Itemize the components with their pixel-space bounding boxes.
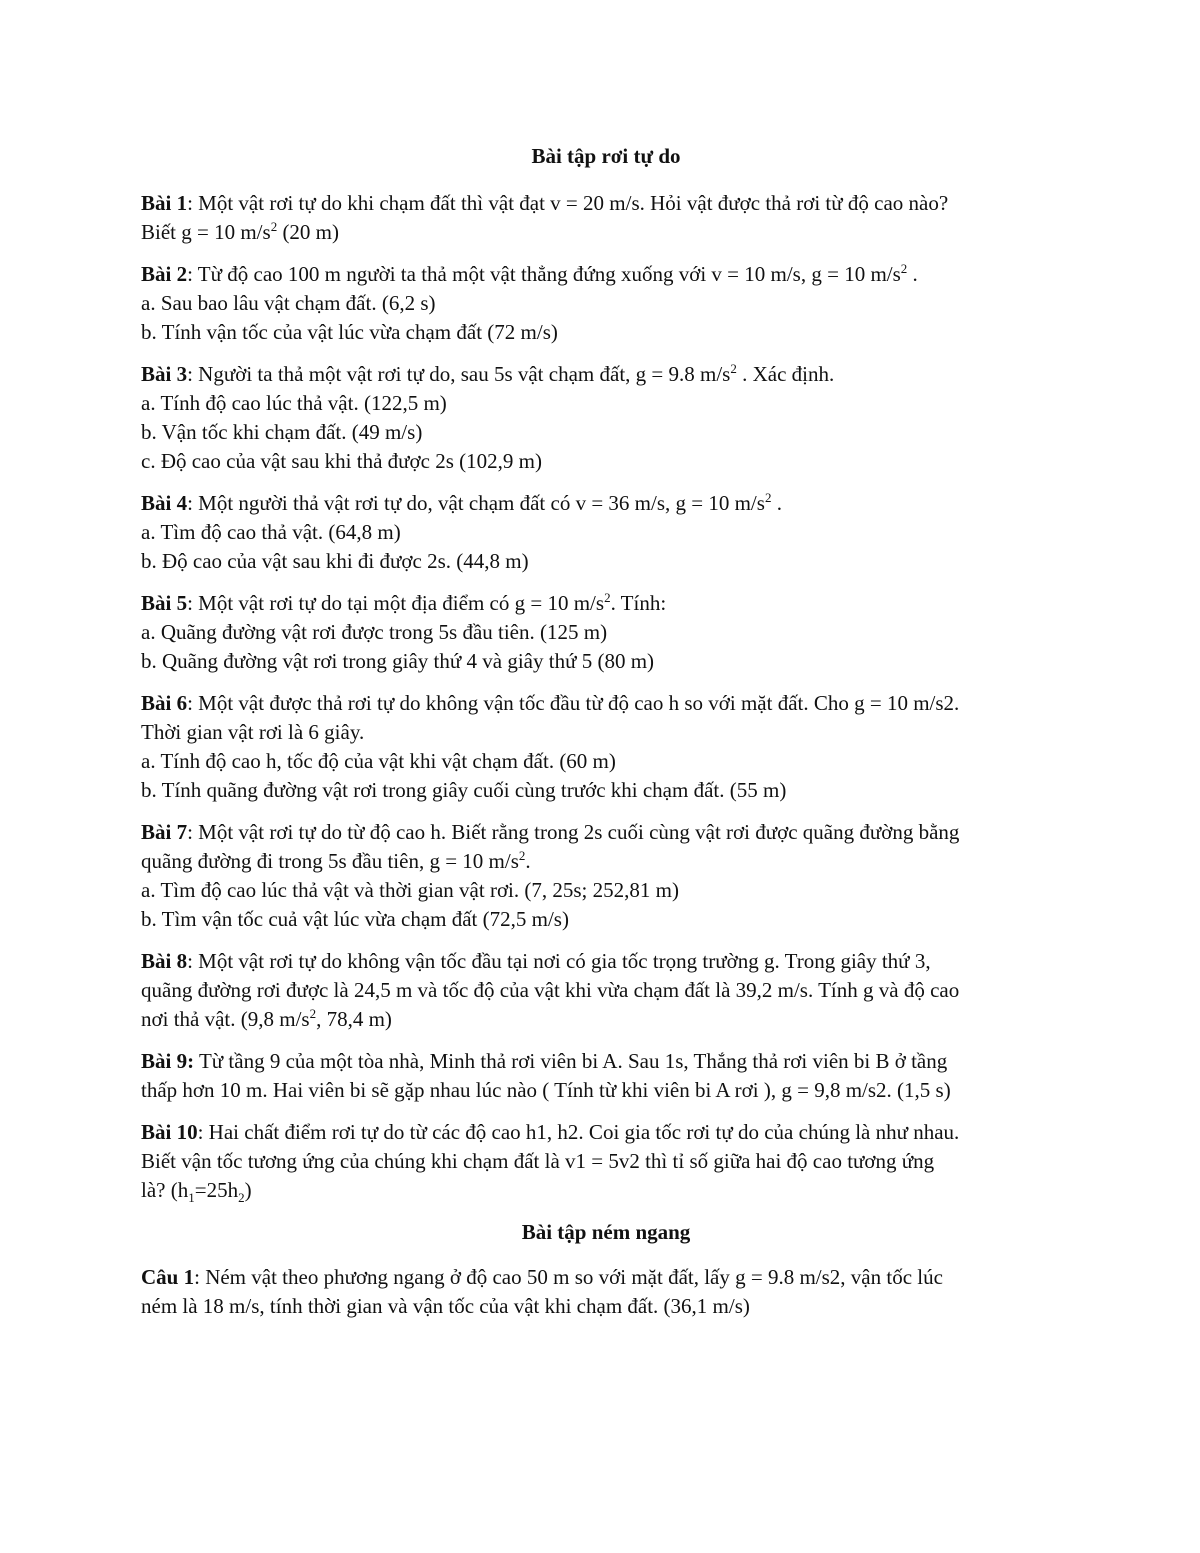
problem-line bbox=[141, 589, 1071, 618]
text-run: ) bbox=[244, 1178, 252, 1202]
problem-block bbox=[141, 589, 1071, 676]
problem-block bbox=[141, 1263, 1071, 1321]
subscript: 1 bbox=[188, 1190, 195, 1206]
problem-line bbox=[141, 260, 1071, 289]
problem-line bbox=[141, 1118, 1071, 1147]
text-run: Biết g = 10 m/s bbox=[141, 220, 271, 244]
text-run: b. Quãng đường vật rơi trong giây thứ 4 và giây thứ 5 (80 m) bbox=[141, 649, 655, 673]
horizontal-throw-problems bbox=[141, 1263, 1071, 1321]
text-run: Thời gian vật rơi là 6 giây. bbox=[141, 720, 365, 744]
text-run: : Một vật rơi tự do từ độ cao h. Biết rằng trong 2s cuối cùng vật rơi được quãng đường bằng bbox=[187, 820, 960, 844]
problem-line bbox=[141, 289, 1071, 318]
problem-label: Câu 1 bbox=[141, 1265, 195, 1289]
problem-line bbox=[141, 1176, 1071, 1205]
problem-label: Bài 9: bbox=[141, 1049, 195, 1073]
problem-label: Bài 8 bbox=[141, 949, 188, 973]
problem-block bbox=[141, 1118, 1071, 1205]
problem-block bbox=[141, 489, 1071, 576]
text-run: b. Tìm vận tốc cuả vật lúc vừa chạm đất (72,5 m/s) bbox=[141, 907, 569, 931]
section-title-free-fall: Bài tập rơi tự do bbox=[531, 144, 681, 168]
text-run: . Xác định. bbox=[736, 362, 835, 386]
text-run: a. Sau bao lâu vật chạm đất. (6,2 s) bbox=[141, 291, 436, 315]
problem-line bbox=[141, 1292, 1071, 1321]
text-run: . bbox=[771, 491, 782, 515]
text-run: thấp hơn 10 m. Hai viên bi sẽ gặp nhau lúc nào ( Tính từ khi viên bi A rơi ), g = 9,8 m/s2. (1,5 s) bbox=[141, 1078, 951, 1102]
problem-line bbox=[141, 1047, 1071, 1076]
text-run: quãng đường rơi được là 24,5 m và tốc độ của vật khi vừa chạm đất là 39,2 m/s. Tính g và độ cao bbox=[141, 978, 960, 1002]
problem-line bbox=[141, 1005, 1071, 1034]
text-run: a. Tìm độ cao thả vật. (64,8 m) bbox=[141, 520, 401, 544]
problem-block bbox=[141, 360, 1071, 476]
problem-line bbox=[141, 1076, 1071, 1105]
text-run: : Một người thả vật rơi tự do, vật chạm đất có v = 36 m/s, g = 10 m/s bbox=[187, 491, 765, 515]
problem-line bbox=[141, 1263, 1071, 1292]
superscript: 2 bbox=[309, 1006, 317, 1021]
problem-line bbox=[141, 718, 1071, 747]
superscript: 2 bbox=[730, 361, 737, 376]
problem-block bbox=[141, 947, 1071, 1034]
problem-label: Bài 2 bbox=[141, 262, 188, 286]
text-run: quãng đường đi trong 5s đầu tiên, g = 10 m/s bbox=[141, 849, 519, 873]
problem-line bbox=[141, 847, 1071, 876]
superscript: 2 bbox=[764, 490, 772, 505]
problem-label: Bài 6 bbox=[141, 691, 188, 715]
text-run: : Một vật rơi tự do khi chạm đất thì vật đạt v = 20 m/s. Hỏi vật được thả rơi từ độ cao nào? bbox=[187, 191, 949, 215]
text-run: ném là 18 m/s, tính thời gian và vận tốc của vật khi chạm đất. (36,1 m/s) bbox=[141, 1294, 750, 1318]
problem-line bbox=[141, 218, 1071, 247]
problem-block bbox=[141, 260, 1071, 347]
problem-line bbox=[141, 876, 1071, 905]
problem-label: Bài 1 bbox=[141, 191, 188, 215]
problem-line bbox=[141, 747, 1071, 776]
text-run: là? (h bbox=[141, 1178, 189, 1202]
superscript: 2 bbox=[900, 261, 908, 276]
text-run: . bbox=[907, 262, 918, 286]
text-run: c. Độ cao của vật sau khi thả được 2s (102,9 m) bbox=[141, 449, 542, 473]
problem-label: Bài 10 bbox=[141, 1120, 198, 1144]
problem-label: Bài 5 bbox=[141, 591, 188, 615]
problem-line bbox=[141, 776, 1071, 805]
text-run: a. Tìm độ cao lúc thả vật và thời gian vật rơi. (7, 25s; 252,81 m) bbox=[141, 878, 679, 902]
problem-line bbox=[141, 1147, 1071, 1176]
text-run: a. Tính độ cao lúc thả vật. (122,5 m) bbox=[141, 391, 447, 415]
problem-line bbox=[141, 418, 1071, 447]
text-run: =25h bbox=[194, 1178, 239, 1202]
section-title-horizontal-throw: Bài tập ném ngang bbox=[521, 1220, 691, 1244]
text-run: : Một vật rơi tự do không vận tốc đầu tại nơi có gia tốc trọng trường g. Trong giây thứ 3, bbox=[187, 949, 931, 973]
text-run: : Từ độ cao 100 m người ta thả một vật thẳng đứng xuống với v = 10 m/s, g = 10 m/s bbox=[187, 262, 901, 286]
text-run: : Một vật rơi tự do tại một địa điểm có g = 10 m/s bbox=[187, 591, 605, 615]
text-run: : Hai chất điểm rơi tự do từ các độ cao h1, h2. Coi gia tốc rơi tự do của chúng là như nhau. bbox=[197, 1120, 960, 1144]
problem-block bbox=[141, 1047, 1071, 1105]
superscript: 2 bbox=[604, 590, 611, 605]
problem-label: Bài 4 bbox=[141, 491, 188, 515]
text-run: . bbox=[525, 849, 531, 873]
text-run: : Người ta thả một vật rơi tự do, sau 5s vật chạm đất, g = 9.8 m/s bbox=[187, 362, 731, 386]
superscript: 2 bbox=[518, 848, 526, 863]
text-run: b. Tính quãng đường vật rơi trong giây cuối cùng trước khi chạm đất. (55 m) bbox=[141, 778, 787, 802]
problem-line bbox=[141, 389, 1071, 418]
problem-block bbox=[141, 189, 1071, 247]
problem-line bbox=[141, 489, 1071, 518]
subscript: 2 bbox=[238, 1190, 245, 1206]
text-run: (20 m) bbox=[277, 220, 340, 244]
problem-line bbox=[141, 518, 1071, 547]
document-content bbox=[141, 142, 1071, 1334]
problem-line bbox=[141, 447, 1071, 476]
problem-line bbox=[141, 947, 1071, 976]
problem-line bbox=[141, 647, 1071, 676]
problem-line bbox=[141, 189, 1071, 218]
text-run: . Tính: bbox=[610, 591, 667, 615]
text-run: nơi thả vật. (9,8 m/s bbox=[141, 1007, 310, 1031]
problem-block bbox=[141, 689, 1071, 805]
problem-line bbox=[141, 318, 1071, 347]
text-run: Biết vận tốc tương ứng của chúng khi chạm đất là v1 = 5v2 thì tỉ số giữa hai độ cao tương ứng bbox=[141, 1149, 935, 1173]
problem-line bbox=[141, 818, 1071, 847]
text-run: , 78,4 m) bbox=[316, 1007, 392, 1031]
text-run: b. Độ cao của vật sau khi đi được 2s. (44,8 m) bbox=[141, 549, 529, 573]
problem-line bbox=[141, 360, 1071, 389]
text-run: : Ném vật theo phương ngang ở độ cao 50 m so với mặt đất, lấy g = 9.8 m/s2, vận tốc lúc bbox=[194, 1265, 943, 1289]
problem-line bbox=[141, 689, 1071, 718]
problem-line bbox=[141, 618, 1071, 647]
superscript: 2 bbox=[270, 219, 278, 234]
text-run: a. Quãng đường vật rơi được trong 5s đầu tiên. (125 m) bbox=[141, 620, 608, 644]
text-run: : Một vật được thả rơi tự do không vận tốc đầu từ độ cao h so với mặt đất. Cho g = 10 m/s2. bbox=[187, 691, 960, 715]
problem-line bbox=[141, 905, 1071, 934]
text-run: b. Tính vận tốc của vật lúc vừa chạm đất (72 m/s) bbox=[141, 320, 558, 344]
free-fall-problems bbox=[141, 189, 1071, 1205]
problem-label: Bài 7 bbox=[141, 820, 188, 844]
problem-block bbox=[141, 818, 1071, 934]
problem-line bbox=[141, 976, 1071, 1005]
text-run: a. Tính độ cao h, tốc độ của vật khi vật chạm đất. (60 m) bbox=[141, 749, 616, 773]
text-run: Từ tầng 9 của một tòa nhà, Minh thả rơi viên bi A. Sau 1s, Thắng thả rơi viên bi B ở tầng bbox=[194, 1049, 948, 1073]
text-run: b. Vận tốc khi chạm đất. (49 m/s) bbox=[141, 420, 423, 444]
problem-line bbox=[141, 547, 1071, 576]
problem-label: Bài 3 bbox=[141, 362, 188, 386]
